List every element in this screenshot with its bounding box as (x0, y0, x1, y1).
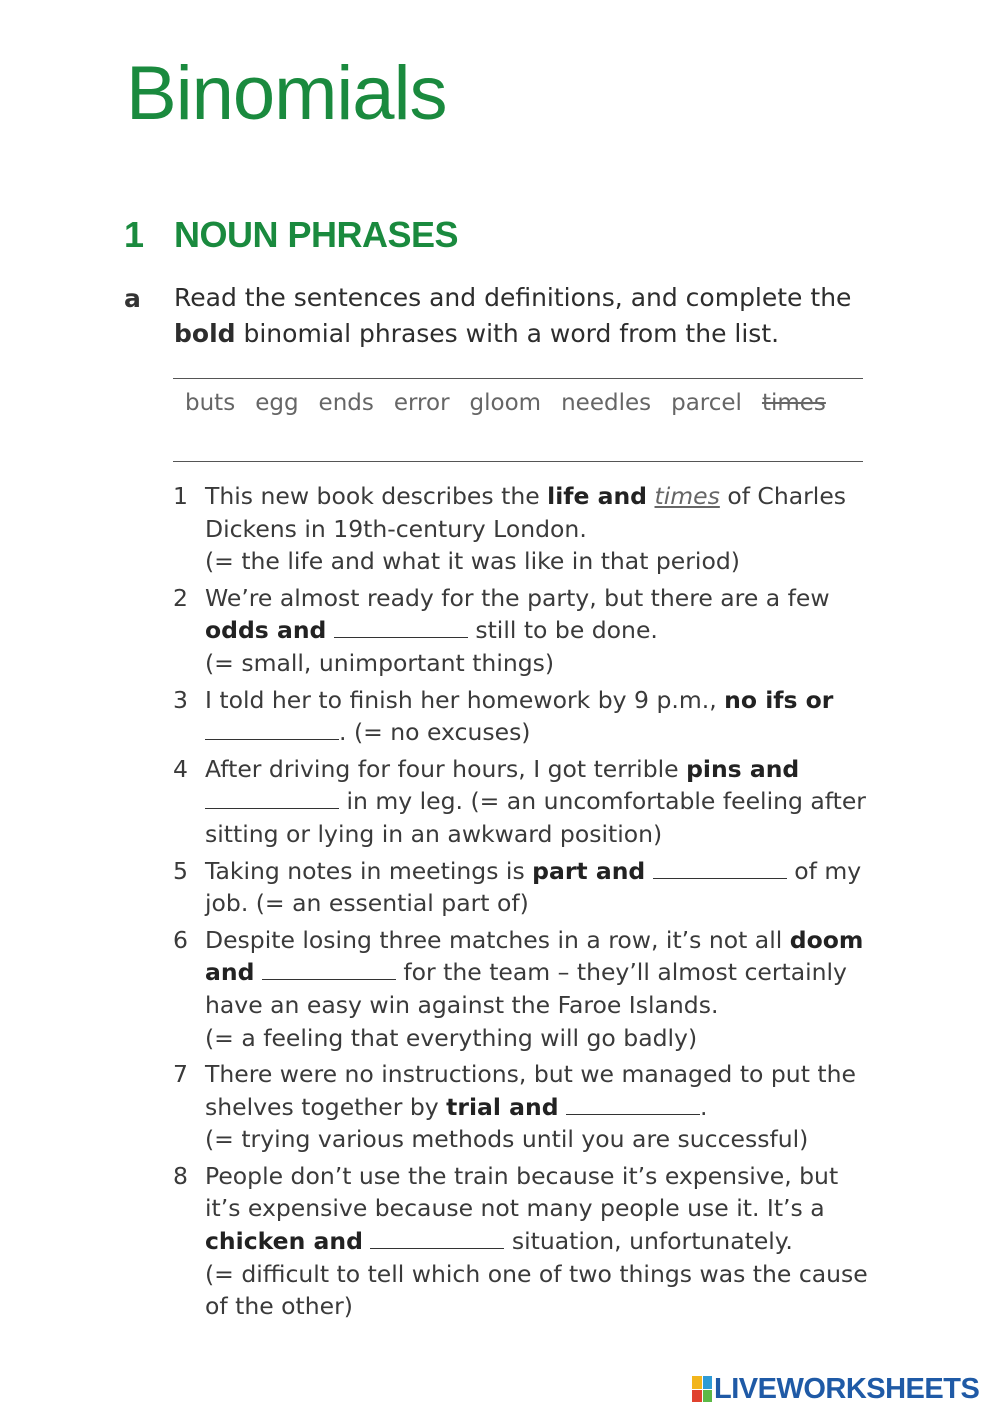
answer-blank[interactable] (205, 790, 339, 809)
binomial-phrase: trial and (446, 1092, 559, 1121)
word-option: egg (255, 390, 299, 416)
exercise-item (170, 480, 870, 578)
page-title: Binomials (126, 51, 447, 136)
item-text: still to be done. (467, 616, 658, 645)
item-definition: (= small, unimportant things) (205, 648, 555, 677)
word-option: gloom (469, 390, 542, 416)
task-letter: a (124, 284, 141, 313)
item-definition: (= the life and what it was like in that period) (205, 547, 740, 576)
answer-blank[interactable] (205, 721, 339, 740)
exercise-item (170, 684, 870, 749)
word-option: needles (561, 390, 652, 416)
item-text: Despite losing three matches in a row, it’s not all (205, 925, 790, 954)
item-text: situation, unfortunately. (504, 1227, 793, 1256)
binomial-phrase: part and (532, 856, 646, 885)
answer-blank[interactable] (370, 1230, 504, 1249)
liveworksheets-logo (692, 1372, 979, 1406)
word-list-box (173, 378, 863, 462)
task-instructions: Read the sentences and definitions, and complete the bold binomial phrases with a word from the list. (174, 283, 852, 348)
binomial-phrase: pins and (686, 754, 800, 783)
word-list (185, 387, 826, 420)
word-option: buts (185, 390, 236, 416)
item-text: for the team – they’ll almost certainly have an easy win against the Faroe Islands. (205, 958, 847, 1019)
section-number: 1 (124, 214, 144, 255)
item-number: 4 (173, 754, 188, 783)
exercise-item (170, 924, 870, 1054)
exercise-item (170, 1058, 870, 1156)
word-option: error (393, 390, 450, 416)
answer-blank[interactable] (334, 619, 468, 638)
item-number: 7 (173, 1060, 188, 1089)
item-text: There were no instructions, but we managed to put the shelves together by (205, 1060, 856, 1121)
liveworksheets-logo-icon (692, 1376, 712, 1402)
item-number: 8 (173, 1161, 188, 1190)
binomial-phrase: odds and (205, 616, 327, 645)
section-title: NOUN PHRASES (174, 214, 459, 255)
exercise-item (170, 753, 870, 851)
item-text: . (= no excuses) (339, 718, 531, 747)
item-text: in my leg. (= an uncomfortable feeling after sitting or lying in an awkward position) (205, 787, 866, 848)
item-text: Taking notes in meetings is (205, 856, 533, 885)
logo-text: LIVEWORKSHEETS (714, 1372, 980, 1405)
exercise-item (170, 1160, 870, 1323)
item-number: 6 (173, 925, 188, 954)
binomial-phrase: no ifs or (724, 685, 834, 714)
item-text: I told her to finish her homework by 9 p.m., (205, 685, 725, 714)
item-number: 5 (173, 856, 188, 885)
item-text: of my job. (= an essential part of) (205, 856, 862, 918)
binomial-phrase: doom and (205, 925, 864, 987)
item-text: This new book describes the (205, 482, 548, 510)
binomial-phrase: chicken and (205, 1227, 363, 1256)
item-text: of Charles Dickens in 19th-century London. (205, 482, 847, 543)
item-definition: (= difficult to tell which one of two things was the cause of the other) (205, 1259, 868, 1321)
item-text: People don’t use the train because it’s expensive, but it’s expensive because not many people use it. It’s a (205, 1161, 839, 1223)
word-option: ends (318, 390, 374, 416)
word-option: parcel (671, 390, 742, 416)
item-definition: (= a feeling that everything will go badly) (205, 1023, 698, 1052)
exercise-item (170, 855, 870, 920)
item-definition: (= trying various methods until you are successful) (205, 1125, 809, 1154)
item-text: . (700, 1092, 708, 1121)
answer-blank[interactable] (262, 961, 396, 980)
word-option-used: times (761, 390, 826, 416)
item-text: We’re almost ready for the party, but there are a few (205, 583, 830, 612)
item-number: 3 (173, 685, 188, 714)
item-text: After driving for four hours, I got terrible (205, 754, 687, 783)
answer-blank[interactable] (653, 860, 787, 879)
exercise-items (170, 480, 870, 1327)
item-number: 1 (173, 482, 188, 510)
section-heading (124, 214, 458, 256)
example-answer: times (654, 482, 720, 510)
answer-blank[interactable] (566, 1096, 700, 1115)
item-number: 2 (173, 583, 188, 612)
exercise-item (170, 582, 870, 680)
binomial-phrase: life and (547, 482, 648, 510)
